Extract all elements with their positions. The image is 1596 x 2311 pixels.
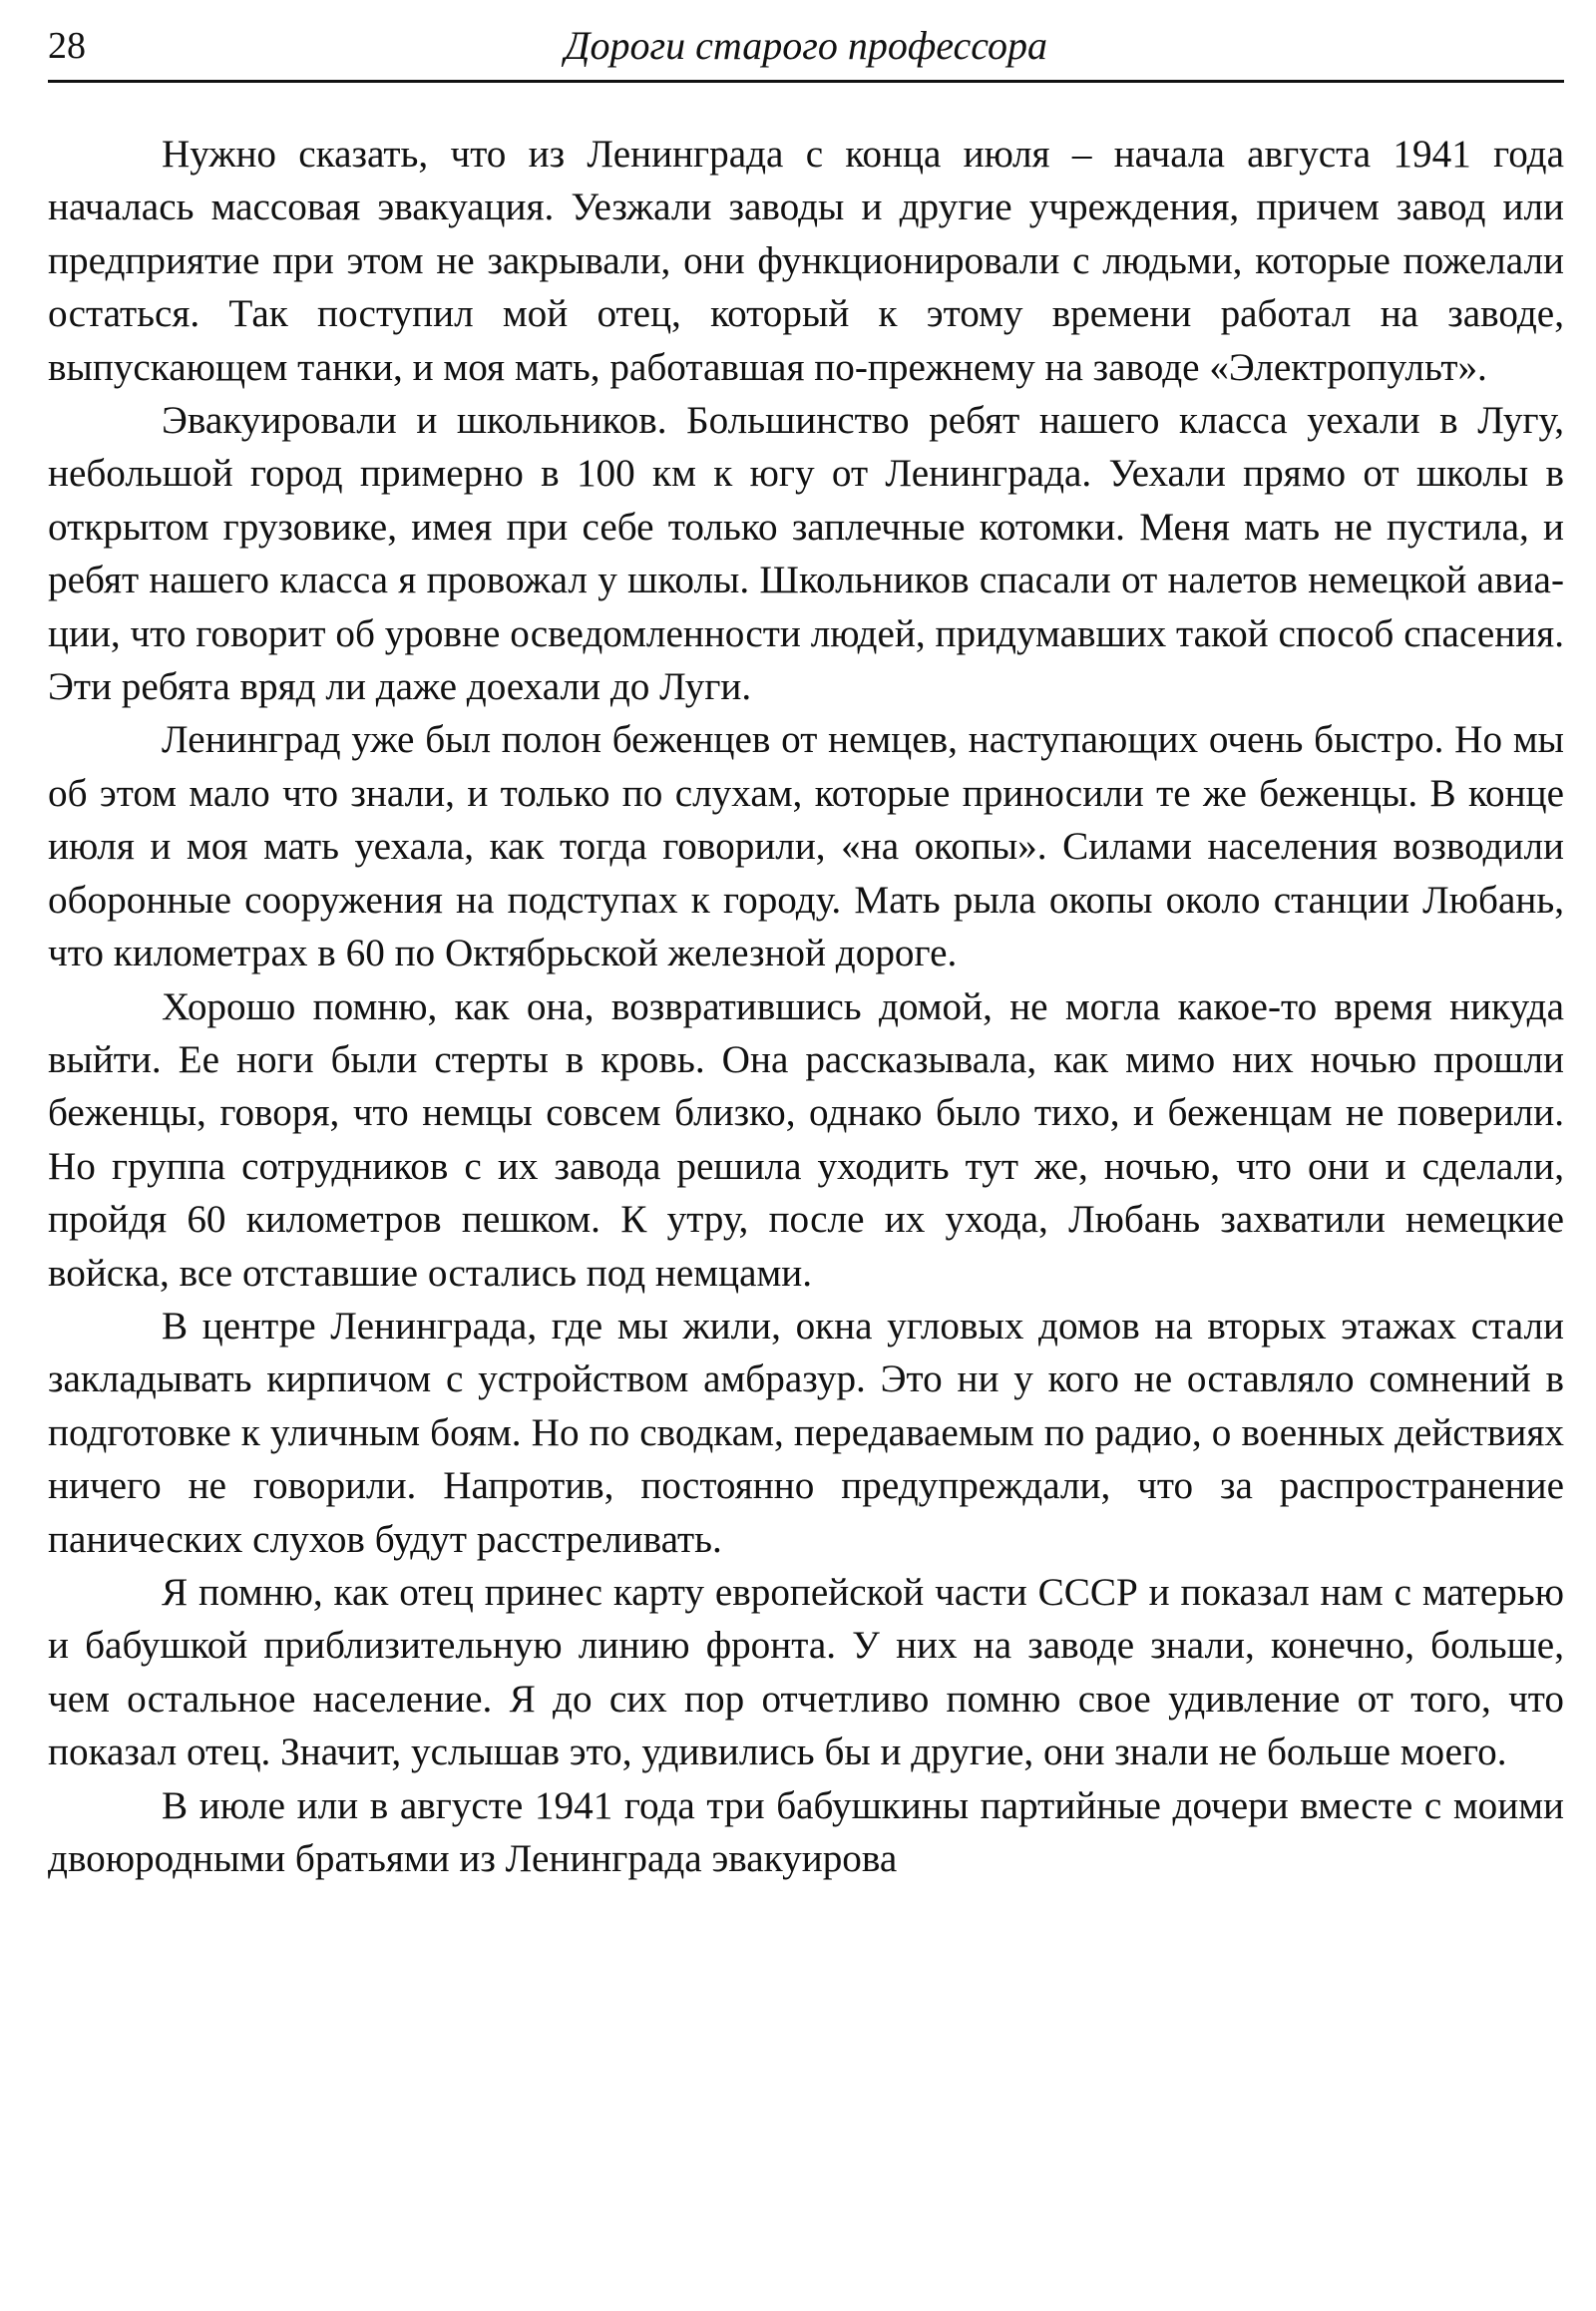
paragraph: Хорошо помню, как она, возвратившись домой, не могла какое-то время никуда выйти. Ее ноги были стерты в кровь. Она рассказывала, как мимо них ночью прошли беженцы, говоря, что немцы совсем близко, однако было тихо, и беженцам не поверили. Но группа сотрудников с их завода решила уходить тут же, ночью, что они и сделали, пройдя 60 километров пешком. К утру, после их ухода, Любань захватили немецкие войска, все отставшие остались под немцами. (48, 984, 1564, 1295)
paragraph: В центре Ленинграда, где мы жили, окна угловых домов на вторых этажах стали закладывать кирпичом с устройством амбразур. Это ни у кого не оставляло сомнений в подготовке к уличным боям. Но по сводкам, передаваемым по радио, о военных действиях ничего не говорили. Напротив, постоянно предупреждали, что за распространение панических слухов будут расстреливать. (48, 1304, 1564, 1561)
paragraph: Ленинград уже был полон беженцев от немцев, наступающих очень быстро. Но мы об этом мало что знали, и только по слухам, которые приносили те же беженцы. В конце июля и моя мать уехала, как тогда говорили, «на окопы». Силами населения возводили оборонные сооружения на подступах к городу. Мать рыла окопы около станции Любань, что километрах в 60 по Октябрьской железной дороге. (48, 718, 1564, 975)
paragraph: В июле или в августе 1941 года три бабушкины партийные дочери вместе с моими двоюродными братьями из Ленинграда эвакуирова (48, 1783, 1564, 1880)
running-title: Дороги старого профессора (565, 23, 1047, 68)
body-text (48, 128, 1564, 1885)
page-header (48, 20, 1564, 83)
paragraph: Я помню, как отец принес карту европейской части СССР и показал нам с матерью и бабушкой приблизительную линию фронта. У них на заводе знали, конечно, больше, чем остальное население. Я до сих пор отчетливо помню свое удивление от того, что показал отец. Значит, услышав это, удивились бы и другие, они знали не больше моего. (48, 1570, 1564, 1774)
book-page (48, 0, 1564, 2311)
paragraph: Эвакуировали и школьников. Большинство ребят нашего класса уехали в Лугу, небольшой город примерно в 100 км к югу от Ленинграда. Уехали прямо от школы в открытом грузовике, имея при себе только заплечные котомки. Меня мать не пустила, и ребят нашего класса я провожал у школы. Школьников спасали от налетов немецкой авиации, что говорит об уровне осведомленности людей, придумавших такой способ спасения. Эти ребята вряд ли даже доехали до Луги. (48, 399, 1564, 709)
paragraph: Нужно сказать, что из Ленинграда с конца июля – начала августа 1941 года началась массовая эвакуация. Уезжали заводы и другие учреждения, причем завод или предприятие при этом не закрывали, они функционировали с людьми, которые пожелали остаться. Так поступил мой отец, который к этому времени работал на заводе, выпускающем танки, и моя мать, работавшая по-прежнему на заводе «Электропульт». (48, 133, 1564, 389)
page-number: 28 (48, 25, 86, 67)
